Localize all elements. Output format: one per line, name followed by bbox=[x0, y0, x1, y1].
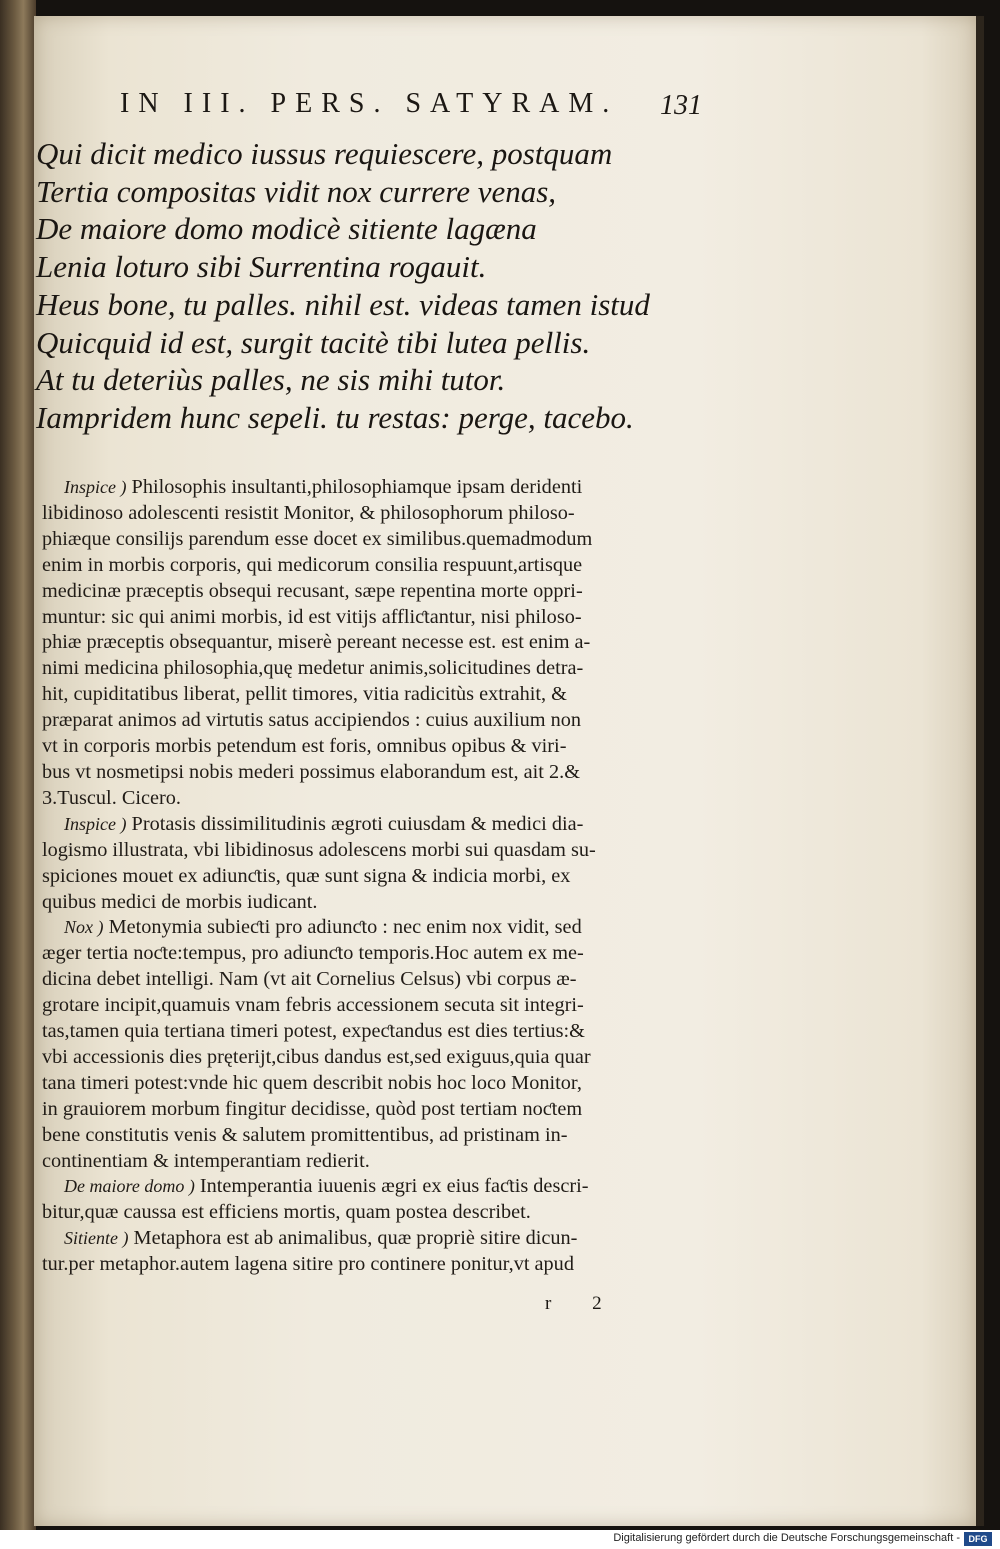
commentary-line bbox=[42, 734, 742, 760]
commentary-text: phiæ præceptis obsequantur, miserè pereant necesse est. est enim a- bbox=[42, 631, 591, 654]
commentary-text: vt in corporis morbis petendum est foris, omnibus opibus & viri- bbox=[42, 735, 567, 758]
commentary-text: bene constitutis venis & salutem promittentibus, ad pristinam in- bbox=[42, 1123, 568, 1146]
verse-line: Quicquid id est, surgit tacitè tibi lutea pellis. bbox=[36, 324, 591, 360]
commentary-text: continentiam & intemperantiam redierit. bbox=[42, 1149, 370, 1172]
commentary-text: 3.Tuscul. Cicero. bbox=[42, 786, 181, 809]
commentary-line bbox=[42, 656, 742, 682]
book-binding bbox=[0, 0, 36, 1530]
commentary-line bbox=[42, 1252, 742, 1278]
commentary-text: Metonymia subieƈti pro adiunƈto : nec enim nox vidit, sed bbox=[103, 916, 582, 939]
commentary-line bbox=[42, 708, 742, 734]
dfg-logo: DFG bbox=[964, 1532, 992, 1546]
commentary-line bbox=[42, 501, 742, 527]
commentary-line bbox=[42, 1123, 742, 1149]
commentary-text: Protasis dissimilitudinis ægroti cuiusdam & medici dia- bbox=[126, 812, 584, 835]
commentary-line bbox=[42, 605, 742, 631]
commentary-text: logismo illustrata, vbi libidinosus adolescens morbi sui quasdam su- bbox=[42, 838, 596, 861]
verse-line: Heus bone, tu palles. nihil est. videas tamen istud bbox=[36, 286, 650, 322]
commentary-line bbox=[42, 967, 742, 993]
commentary-line bbox=[42, 760, 742, 786]
commentary-text: tana timeri potest:vnde hic quem describit nobis hoc loco Monitor, bbox=[42, 1071, 582, 1094]
commentary-line bbox=[42, 682, 742, 708]
verse-line: Iampridem hunc sepeli. tu restas: perge, tacebo. bbox=[36, 399, 634, 435]
commentary-line bbox=[42, 838, 742, 864]
commentary-line bbox=[42, 1174, 742, 1200]
commentary-line bbox=[42, 1019, 742, 1045]
commentary-text: tas,tamen quia tertiana timeri potest, expeƈtandus est dies tertius:& bbox=[42, 1020, 585, 1043]
commentary-line bbox=[42, 553, 742, 579]
page-edge bbox=[976, 16, 984, 1526]
verse-line: At tu deteriùs palles, ne sis mihi tutor. bbox=[36, 362, 506, 398]
commentary-line bbox=[42, 1149, 742, 1175]
commentary-text: hit, cupiditatibus liberat, pellit timores, vitia radicitùs extrahit, & bbox=[42, 683, 567, 706]
commentary-line bbox=[42, 1045, 742, 1071]
commentary-text: dicina debet intelligi. Nam (vt ait Cornelius Celsus) vbi corpus æ- bbox=[42, 968, 577, 991]
commentary-text: medicinæ præceptis obsequi recusant, sæpe repentina morte oppri- bbox=[42, 579, 583, 602]
lemma: Nox ) bbox=[64, 917, 104, 938]
commentary-text: vbi accessionis dies pręterijt,cibus dandus est,sed exiguus,quia quar bbox=[42, 1045, 591, 1068]
lemma: Sitiente ) bbox=[64, 1228, 129, 1249]
commentary-line bbox=[42, 993, 742, 1019]
commentary-text: Philosophis insultanti,philosophiamque ipsam deridenti bbox=[126, 476, 583, 498]
commentary-text: muntur: sic qui animi morbis, id est vitijs affliƈtantur, nisi philoso- bbox=[42, 605, 582, 628]
commentary-text: quibus medici de morbis iudicant. bbox=[42, 890, 318, 913]
commentary-line bbox=[42, 1226, 742, 1252]
verse-line: Qui dicit medico iussus requiescere, postquam bbox=[36, 136, 613, 171]
commentary-text: grotare incipit,quamuis vnam febris accessionem secuta sit integri- bbox=[42, 994, 584, 1017]
commentary-line bbox=[42, 864, 742, 890]
verse-line: Lenia loturo sibi Surrentina rogauit. bbox=[36, 249, 487, 285]
commentary-text: libidinoso adolescenti resistit Monitor, & philosophorum philoso- bbox=[42, 501, 575, 524]
commentary-text: tur.per metaphor.autem lagena sitire pro continere ponitur,vt apud bbox=[42, 1253, 574, 1276]
commentary-text: phiæque consilijs parendum esse docet ex similibus.quemadmodum bbox=[42, 527, 593, 550]
commentary-block bbox=[42, 475, 742, 1278]
signature-mark: r 2 bbox=[545, 1293, 620, 1314]
running-title: IN III. PERS. SATYRAM. bbox=[120, 88, 619, 119]
lemma: Inspice ) bbox=[64, 813, 127, 834]
commentary-text: Metaphora est ab animalibus, quæ propriè sitire dicun- bbox=[128, 1227, 578, 1250]
lemma: Inspice ) bbox=[64, 477, 127, 497]
lemma: De maiore domo ) bbox=[64, 1176, 195, 1197]
commentary-line bbox=[42, 1097, 742, 1123]
commentary-line bbox=[42, 786, 742, 812]
commentary-text: enim in morbis corporis, qui medicorum consilia respuunt,artisque bbox=[42, 553, 583, 576]
commentary-text: æger tertia noƈte:tempus, pro adiunƈto temporis.Hoc autem ex me- bbox=[42, 942, 584, 965]
commentary-text: spiciones mouet ex adiunƈtis, quæ sunt signa & indicia morbi, ex bbox=[42, 864, 571, 887]
commentary-text: bitur,quæ caussa est efficiens mortis, quam postea describet. bbox=[42, 1201, 531, 1224]
page-number: 131 bbox=[660, 90, 702, 121]
commentary-line bbox=[42, 527, 742, 553]
verse-line: Tertia compositas vidit nox currere venas, bbox=[36, 173, 557, 209]
commentary-line bbox=[42, 1071, 742, 1097]
funding-credit: Digitalisierung gefördert durch die Deutsche Forschungsgemeinschaft - bbox=[613, 1532, 960, 1544]
commentary-line bbox=[42, 475, 742, 501]
commentary-line bbox=[42, 630, 742, 656]
commentary-text: in grauiorem morbum fingitur decidisse, quòd post tertiam noƈtem bbox=[42, 1097, 583, 1120]
commentary-line bbox=[42, 579, 742, 605]
commentary-line bbox=[42, 812, 742, 838]
commentary-text: præparat animos ad virtutis satus accipiendos : cuius auxilium non bbox=[42, 709, 582, 732]
footer-bar bbox=[0, 1530, 1000, 1549]
commentary-line bbox=[42, 890, 742, 916]
commentary-line bbox=[42, 941, 742, 967]
commentary-line bbox=[42, 1200, 742, 1226]
commentary-line bbox=[42, 915, 742, 941]
verse-block bbox=[36, 135, 676, 437]
commentary-text: bus vt nosmetipsi nobis mederi possimus elaborandum est, ait 2.& bbox=[42, 760, 580, 783]
commentary-text: Intemperantia iuuenis ægri ex eius faƈtis descri- bbox=[194, 1175, 589, 1198]
verse-line: De maiore domo modicè sitiente lagæna bbox=[36, 211, 537, 247]
commentary-text: nimi medicina philosophia,quę medetur animis,solicitudines detra- bbox=[42, 657, 584, 680]
